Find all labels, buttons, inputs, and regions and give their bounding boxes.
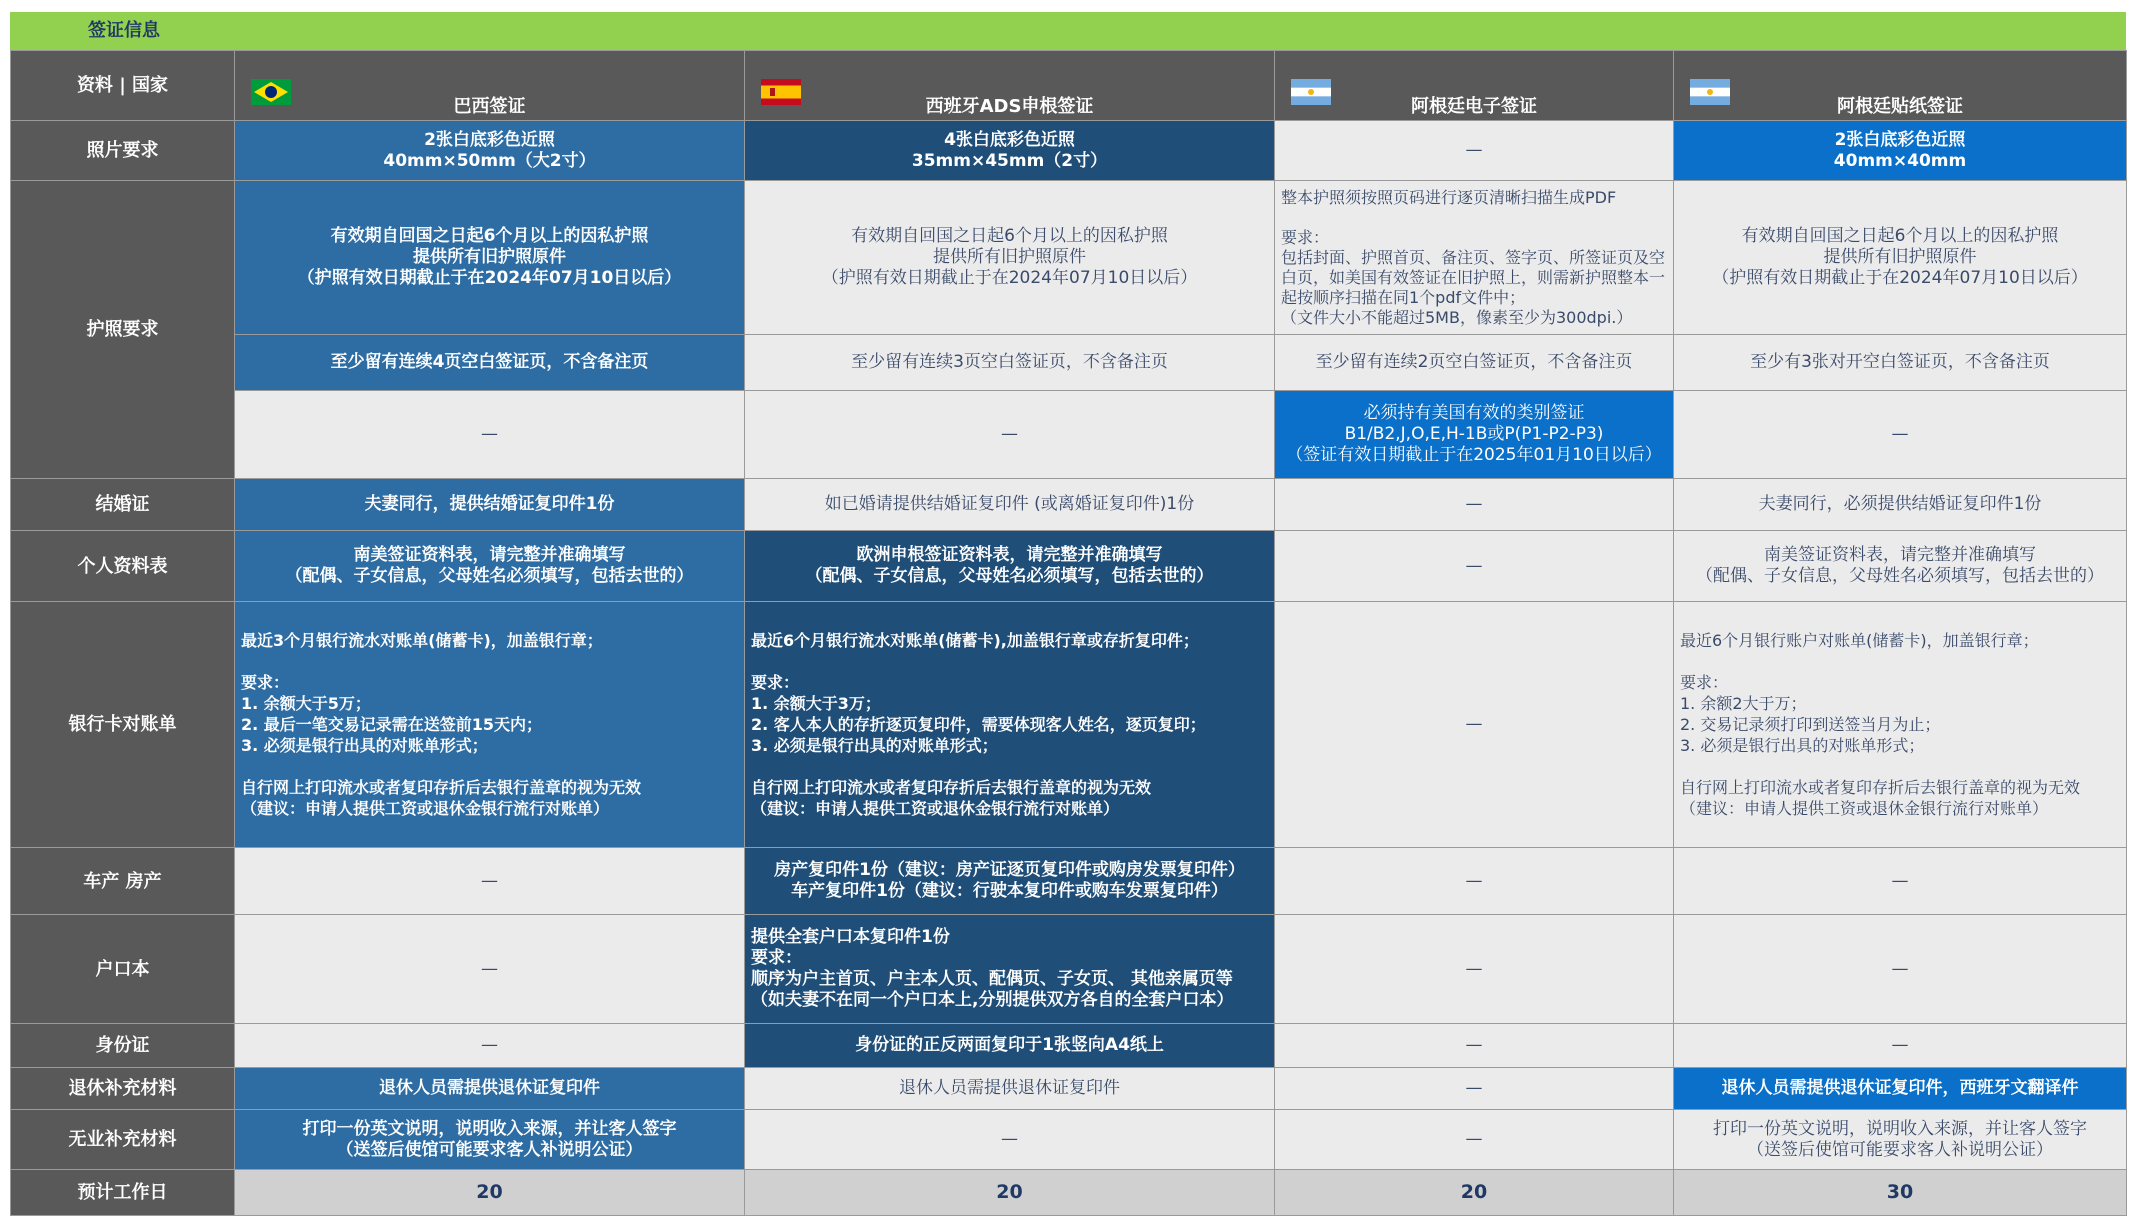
row-label: 身份证: [11, 1024, 235, 1068]
cell-argentina-sticker: 最近6个月银行账户对账单(储蓄卡)，加盖银行章； 要求： 1. 余额2大于万； 2. 交易记录须打印到送签当月为止； 3. 必须是银行出具的对账单形式； 自行网上打印流水或者复印存折后去银行盖章的视为无效 （建议：申请人提供工资或退休金银行流行对账单）: [1674, 602, 2127, 848]
header-argentina-e: [1275, 51, 1674, 121]
spain-flag-icon: [761, 58, 801, 84]
cell-brazil: —: [235, 848, 745, 915]
column-name: 阿根廷贴纸签证: [1837, 96, 1963, 117]
row-personal-form: [11, 531, 2127, 602]
row-unemployed: [11, 1110, 2127, 1170]
column-name: 阿根廷电子签证: [1411, 96, 1537, 117]
cell-argentina-e: —: [1275, 479, 1674, 531]
cell-argentina-e: 必须持有美国有效的类别签证 B1/B2,J,O,E,H-1B或P(P1-P2-P3) （签证有效日期截止于在2025年01月10日以后）: [1275, 391, 1674, 479]
header-row: [11, 51, 2127, 121]
cell-argentina-sticker: 2张白底彩色近照 40mm×40mm: [1674, 121, 2127, 181]
header-label: 资料 | 国家: [11, 51, 235, 121]
column-name: 巴西签证: [453, 96, 526, 117]
cell-argentina-e: —: [1275, 1110, 1674, 1170]
cell-argentina-sticker: 打印一份英文说明，说明收入来源，并让客人签字 （送签后使馆可能要求客人补说明公证）: [1674, 1110, 2127, 1170]
cell-argentina-e: —: [1275, 1024, 1674, 1068]
cell-spain: 退休人员需提供退休证复印件: [745, 1068, 1275, 1110]
row-label: 户口本: [11, 915, 235, 1024]
row-label: 护照要求: [11, 181, 235, 479]
cell-argentina-sticker: 有效期自回国之日起6个月以上的因私护照 提供所有旧护照原件 （护照有效日期截止于在2024年07月10日以后）: [1674, 181, 2127, 335]
row-hukou: [11, 915, 2127, 1024]
row-label: 银行卡对账单: [11, 602, 235, 848]
cell-argentina-sticker: —: [1674, 1024, 2127, 1068]
cell-spain: 4张白底彩色近照 35mm×45mm（2寸）: [745, 121, 1275, 181]
header-argentina-sticker: [1674, 51, 2127, 121]
cell-spain: —: [745, 391, 1275, 479]
row-marriage: [11, 479, 2127, 531]
row-label: 车产 房产: [11, 848, 235, 915]
cell-spain: 房产复印件1份（建议：房产证逐页复印件或购房发票复印件） 车产复印件1份（建议：行驶本复印件或购车发票复印件）: [745, 848, 1275, 915]
cell-argentina-e: 至少留有连续2页空白签证页，不含备注页: [1275, 335, 1674, 391]
cell-argentina-sticker: 30: [1674, 1170, 2127, 1216]
cell-spain: —: [745, 1110, 1275, 1170]
cell-brazil: —: [235, 915, 745, 1024]
cell-brazil: 2张白底彩色近照 40mm×50mm（大2寸）: [235, 121, 745, 181]
cell-argentina-sticker: 至少有3张对开空白签证页，不含备注页: [1674, 335, 2127, 391]
cell-spain: 提供全套户口本复印件1份 要求： 顺序为户主首页、户主本人页、配偶页、子女页、 其他亲属页等 （如夫妻不在同一个户口本上,分别提供双方各自的全套户口本）: [745, 915, 1275, 1024]
argentina-flag-icon: [1291, 58, 1331, 84]
visa-requirements-table: [10, 50, 2127, 1216]
cell-spain: 20: [745, 1170, 1275, 1216]
cell-spain: 最近6个月银行流水对账单(储蓄卡),加盖银行章或存折复印件； 要求： 1. 余额大于3万； 2. 客人本人的存折逐页复印件，需要体现客人姓名，逐页复印； 3. 必须是银行出具的对账单形式； 自行网上打印流水或者复印存折后去银行盖章的视为无效 （建议：申请人提供工资或退休金银行流行对账单）: [745, 602, 1275, 848]
header-brazil: [235, 51, 745, 121]
cell-brazil: 夫妻同行，提供结婚证复印件1份: [235, 479, 745, 531]
cell-brazil: 有效期自回国之日起6个月以上的因私护照 提供所有旧护照原件 （护照有效日期截止于在2024年07月10日以后）: [235, 181, 745, 335]
cell-argentina-e: 整本护照须按照页码进行逐页清晰扫描生成PDF 要求： 包括封面、护照首页、备注页、签字页、所签证页及空白页，如美国有效签证在旧护照上，则需新护照整本一起按顺序扫描在同1个pdf文件中； （文件大小不能超过5MB，像素至少为300dpi.）: [1275, 181, 1674, 335]
cell-spain: 欧洲申根签证资料表，请完整并准确填写 （配偶、子女信息，父母姓名必须填写，包括去世的）: [745, 531, 1275, 602]
row-photo: [11, 121, 2127, 181]
argentina-flag-icon: [1690, 58, 1730, 84]
row-bank-statement: [11, 602, 2127, 848]
row-passport-1: [11, 181, 2127, 335]
row-property: [11, 848, 2127, 915]
row-label: 退休补充材料: [11, 1068, 235, 1110]
cell-argentina-e: —: [1275, 915, 1674, 1024]
cell-brazil: 退休人员需提供退休证复印件: [235, 1068, 745, 1110]
cell-argentina-e: —: [1275, 121, 1674, 181]
cell-brazil: 至少留有连续4页空白签证页，不含备注页: [235, 335, 745, 391]
cell-brazil: 南美签证资料表，请完整并准确填写 （配偶、子女信息，父母姓名必须填写，包括去世的）: [235, 531, 745, 602]
row-workdays: [11, 1170, 2127, 1216]
row-retire: [11, 1068, 2127, 1110]
cell-spain: 有效期自回国之日起6个月以上的因私护照 提供所有旧护照原件 （护照有效日期截止于在2024年07月10日以后）: [745, 181, 1275, 335]
cell-argentina-e: —: [1275, 848, 1674, 915]
cell-argentina-e: 20: [1275, 1170, 1674, 1216]
cell-argentina-e: —: [1275, 602, 1674, 848]
cell-spain: 至少留有连续3页空白签证页，不含备注页: [745, 335, 1275, 391]
cell-spain: 身份证的正反两面复印于1张竖向A4纸上: [745, 1024, 1275, 1068]
row-label: 照片要求: [11, 121, 235, 181]
cell-spain: 如已婚请提供结婚证复印件 (或离婚证复印件)1份: [745, 479, 1275, 531]
cell-brazil: —: [235, 1024, 745, 1068]
cell-argentina-sticker: 南美签证资料表，请完整并准确填写 （配偶、子女信息，父母姓名必须填写，包括去世的）: [1674, 531, 2127, 602]
row-label: 个人资料表: [11, 531, 235, 602]
cell-argentina-sticker: —: [1674, 848, 2127, 915]
sheet-title: 签证信息: [10, 12, 2126, 50]
cell-argentina-sticker: —: [1674, 915, 2127, 1024]
brazil-flag-icon: [251, 58, 291, 84]
row-label: 预计工作日: [11, 1170, 235, 1216]
column-name: 西班牙ADS申根签证: [925, 96, 1094, 117]
cell-argentina-e: —: [1275, 1068, 1674, 1110]
cell-brazil: 打印一份英文说明，说明收入来源，并让客人签字 （送签后使馆可能要求客人补说明公证）: [235, 1110, 745, 1170]
row-idcard: [11, 1024, 2127, 1068]
cell-argentina-e: —: [1275, 531, 1674, 602]
row-passport-3: [11, 391, 2127, 479]
cell-argentina-sticker: 退休人员需提供退休证复印件，西班牙文翻译件: [1674, 1068, 2127, 1110]
visa-info-sheet: [10, 12, 2126, 1216]
cell-argentina-sticker: 夫妻同行，必须提供结婚证复印件1份: [1674, 479, 2127, 531]
row-label: 结婚证: [11, 479, 235, 531]
cell-brazil: 20: [235, 1170, 745, 1216]
cell-argentina-sticker: —: [1674, 391, 2127, 479]
row-label: 无业补充材料: [11, 1110, 235, 1170]
header-spain: [745, 51, 1275, 121]
cell-brazil: —: [235, 391, 745, 479]
cell-brazil: 最近3个月银行流水对账单(储蓄卡)，加盖银行章； 要求： 1. 余额大于5万； 2. 最后一笔交易记录需在送签前15天内； 3. 必须是银行出具的对账单形式； 自行网上打印流水或者复印存折后去银行盖章的视为无效 （建议：申请人提供工资或退休金银行流行对账单）: [235, 602, 745, 848]
row-passport-2: [11, 335, 2127, 391]
